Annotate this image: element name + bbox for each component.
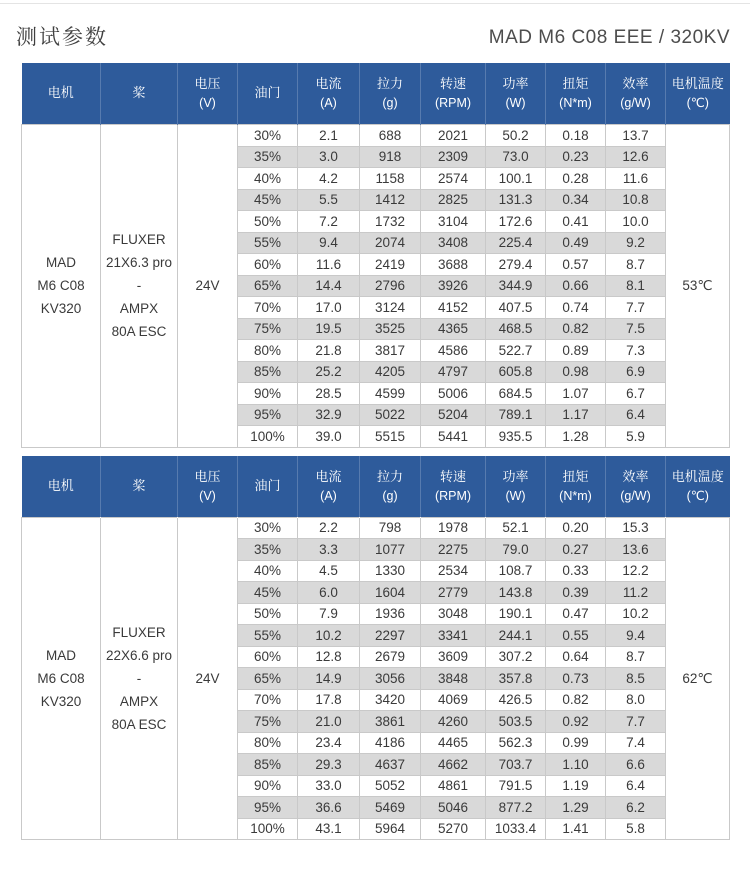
data-cell: 10.2 [606, 603, 666, 625]
data-cell: 190.1 [486, 603, 546, 625]
data-cell: 789.1 [486, 404, 546, 426]
data-cell: 8.7 [606, 254, 666, 276]
data-cell: 5.8 [606, 818, 666, 840]
column-header: 电机温度 (℃) [666, 63, 730, 125]
data-cell: 13.6 [606, 539, 666, 561]
data-cell: 8.1 [606, 275, 666, 297]
data-cell: 4586 [421, 340, 486, 362]
product-model-title: MAD M6 C08 EEE / 320KV [488, 27, 730, 49]
header-row [22, 456, 730, 518]
data-cell: 0.57 [546, 254, 606, 276]
data-cell: 4.5 [298, 560, 360, 582]
data-cell: 30% [238, 517, 298, 539]
data-cell: 0.39 [546, 582, 606, 604]
data-cell: 407.5 [486, 297, 546, 319]
data-cell: 5006 [421, 383, 486, 405]
column-header: 油门 [238, 456, 298, 518]
table-row [22, 125, 730, 147]
data-cell: 10.2 [298, 625, 360, 647]
data-cell: 0.82 [546, 318, 606, 340]
data-cell: 55% [238, 232, 298, 254]
data-cell: 6.6 [606, 754, 666, 776]
data-cell: 4465 [421, 732, 486, 754]
data-cell: 1077 [360, 539, 421, 561]
data-cell: 11.6 [606, 168, 666, 190]
data-cell: 6.2 [606, 797, 666, 819]
data-cell: 1604 [360, 582, 421, 604]
voltage-cell: 24V [178, 125, 238, 448]
data-cell: 935.5 [486, 426, 546, 448]
data-cell: 7.2 [298, 211, 360, 233]
column-header: 油门 [238, 63, 298, 125]
data-cell: 2275 [421, 539, 486, 561]
data-cell: 100.1 [486, 168, 546, 190]
data-cell: 3817 [360, 340, 421, 362]
data-cell: 40% [238, 168, 298, 190]
column-header: 电压 (V) [178, 456, 238, 518]
spec-tables-container [21, 63, 729, 840]
data-cell: 70% [238, 297, 298, 319]
data-cell: 3048 [421, 603, 486, 625]
table-row [22, 517, 730, 539]
data-cell: 7.9 [298, 603, 360, 625]
data-cell: 344.9 [486, 275, 546, 297]
data-cell: 468.5 [486, 318, 546, 340]
data-cell: 6.4 [606, 775, 666, 797]
data-cell: 85% [238, 361, 298, 383]
data-cell: 50.2 [486, 125, 546, 147]
data-cell: 17.8 [298, 689, 360, 711]
data-cell: 5515 [360, 426, 421, 448]
data-cell: 3420 [360, 689, 421, 711]
data-cell: 2.2 [298, 517, 360, 539]
data-cell: 3.0 [298, 146, 360, 168]
data-cell: 0.99 [546, 732, 606, 754]
data-cell: 703.7 [486, 754, 546, 776]
data-cell: 39.0 [298, 426, 360, 448]
header-row [22, 63, 730, 125]
column-header: 扭矩 (N*m) [546, 63, 606, 125]
data-cell: 0.33 [546, 560, 606, 582]
column-header: 转速 (RPM) [421, 63, 486, 125]
data-cell: 3056 [360, 668, 421, 690]
data-cell: 1978 [421, 517, 486, 539]
data-cell: 11.2 [606, 582, 666, 604]
data-cell: 80% [238, 340, 298, 362]
data-cell: 2309 [421, 146, 486, 168]
spec-table-1 [21, 63, 730, 448]
data-cell: 90% [238, 775, 298, 797]
data-cell: 40% [238, 560, 298, 582]
data-cell: 35% [238, 146, 298, 168]
column-header: 电流 (A) [298, 456, 360, 518]
data-cell: 14.4 [298, 275, 360, 297]
column-header: 电机 [22, 63, 101, 125]
data-cell: 79.0 [486, 539, 546, 561]
temperature-cell: 62℃ [666, 517, 730, 840]
data-cell: 6.7 [606, 383, 666, 405]
data-cell: 3848 [421, 668, 486, 690]
data-cell: 2679 [360, 646, 421, 668]
column-header: 转速 (RPM) [421, 456, 486, 518]
column-header: 功率 (W) [486, 456, 546, 518]
data-cell: 0.74 [546, 297, 606, 319]
data-cell: 7.4 [606, 732, 666, 754]
data-cell: 12.2 [606, 560, 666, 582]
data-cell: 3688 [421, 254, 486, 276]
data-cell: 12.8 [298, 646, 360, 668]
data-cell: 52.1 [486, 517, 546, 539]
data-cell: 605.8 [486, 361, 546, 383]
column-header: 功率 (W) [486, 63, 546, 125]
data-cell: 3525 [360, 318, 421, 340]
data-cell: 143.8 [486, 582, 546, 604]
data-cell: 29.3 [298, 754, 360, 776]
data-cell: 7.7 [606, 297, 666, 319]
data-cell: 0.18 [546, 125, 606, 147]
data-cell: 6.4 [606, 404, 666, 426]
column-header: 桨 [101, 63, 178, 125]
data-cell: 4260 [421, 711, 486, 733]
temperature-cell: 53℃ [666, 125, 730, 448]
data-cell: 21.0 [298, 711, 360, 733]
data-cell: 4861 [421, 775, 486, 797]
column-header: 电压 (V) [178, 63, 238, 125]
data-cell: 43.1 [298, 818, 360, 840]
data-cell: 4069 [421, 689, 486, 711]
data-cell: 4662 [421, 754, 486, 776]
data-cell: 95% [238, 797, 298, 819]
data-cell: 4365 [421, 318, 486, 340]
data-cell: 95% [238, 404, 298, 426]
data-cell: 1.19 [546, 775, 606, 797]
data-cell: 6.0 [298, 582, 360, 604]
data-cell: 3104 [421, 211, 486, 233]
data-cell: 0.82 [546, 689, 606, 711]
data-cell: 688 [360, 125, 421, 147]
data-cell: 877.2 [486, 797, 546, 819]
data-cell: 30% [238, 125, 298, 147]
data-cell: 279.4 [486, 254, 546, 276]
data-cell: 1330 [360, 560, 421, 582]
data-cell: 0.41 [546, 211, 606, 233]
data-cell: 7.7 [606, 711, 666, 733]
data-cell: 5046 [421, 797, 486, 819]
propeller-cell: FLUXER 22X6.6 pro - AMPX 80A ESC [101, 517, 178, 840]
data-cell: 21.8 [298, 340, 360, 362]
column-header: 扭矩 (N*m) [546, 456, 606, 518]
data-cell: 2297 [360, 625, 421, 647]
data-cell: 357.8 [486, 668, 546, 690]
data-cell: 1412 [360, 189, 421, 211]
data-cell: 8.7 [606, 646, 666, 668]
column-header: 效率 (g/W) [606, 63, 666, 125]
data-cell: 70% [238, 689, 298, 711]
data-cell: 131.3 [486, 189, 546, 211]
data-cell: 3341 [421, 625, 486, 647]
data-cell: 2419 [360, 254, 421, 276]
data-cell: 100% [238, 818, 298, 840]
data-cell: 17.0 [298, 297, 360, 319]
data-cell: 6.9 [606, 361, 666, 383]
data-cell: 10.8 [606, 189, 666, 211]
data-cell: 5052 [360, 775, 421, 797]
data-cell: 7.5 [606, 318, 666, 340]
data-cell: 4186 [360, 732, 421, 754]
data-cell: 503.5 [486, 711, 546, 733]
data-cell: 1732 [360, 211, 421, 233]
data-cell: 15.3 [606, 517, 666, 539]
column-header: 电机温度 (℃) [666, 456, 730, 518]
data-cell: 3861 [360, 711, 421, 733]
propeller-cell: FLUXER 21X6.3 pro - AMPX 80A ESC [101, 125, 178, 448]
data-cell: 4599 [360, 383, 421, 405]
data-cell: 791.5 [486, 775, 546, 797]
data-cell: 3124 [360, 297, 421, 319]
data-cell: 2074 [360, 232, 421, 254]
data-cell: 225.4 [486, 232, 546, 254]
data-cell: 522.7 [486, 340, 546, 362]
data-cell: 0.64 [546, 646, 606, 668]
column-header: 电机 [22, 456, 101, 518]
data-cell: 108.7 [486, 560, 546, 582]
data-cell: 28.5 [298, 383, 360, 405]
data-cell: 918 [360, 146, 421, 168]
data-cell: 5.5 [298, 189, 360, 211]
data-cell: 0.55 [546, 625, 606, 647]
data-cell: 0.27 [546, 539, 606, 561]
data-cell: 0.49 [546, 232, 606, 254]
voltage-cell: 24V [178, 517, 238, 840]
data-cell: 65% [238, 275, 298, 297]
data-cell: 5022 [360, 404, 421, 426]
data-cell: 426.5 [486, 689, 546, 711]
data-cell: 4205 [360, 361, 421, 383]
data-cell: 35% [238, 539, 298, 561]
data-cell: 73.0 [486, 146, 546, 168]
data-cell: 1.07 [546, 383, 606, 405]
data-cell: 90% [238, 383, 298, 405]
data-cell: 2574 [421, 168, 486, 190]
data-cell: 10.0 [606, 211, 666, 233]
data-cell: 562.3 [486, 732, 546, 754]
data-cell: 60% [238, 646, 298, 668]
data-cell: 11.6 [298, 254, 360, 276]
data-cell: 798 [360, 517, 421, 539]
data-cell: 55% [238, 625, 298, 647]
data-cell: 2825 [421, 189, 486, 211]
data-cell: 1033.4 [486, 818, 546, 840]
data-cell: 65% [238, 668, 298, 690]
data-cell: 4797 [421, 361, 486, 383]
column-header: 拉力 (g) [360, 456, 421, 518]
data-cell: 75% [238, 711, 298, 733]
column-header: 电流 (A) [298, 63, 360, 125]
data-cell: 19.5 [298, 318, 360, 340]
data-cell: 5.9 [606, 426, 666, 448]
data-cell: 5469 [360, 797, 421, 819]
data-cell: 3.3 [298, 539, 360, 561]
data-cell: 0.73 [546, 668, 606, 690]
column-header: 桨 [101, 456, 178, 518]
data-cell: 4152 [421, 297, 486, 319]
motor-cell: MAD M6 C08 KV320 [22, 125, 101, 448]
data-cell: 5964 [360, 818, 421, 840]
data-cell: 25.2 [298, 361, 360, 383]
data-cell: 4637 [360, 754, 421, 776]
data-cell: 1.17 [546, 404, 606, 426]
data-cell: 75% [238, 318, 298, 340]
column-header: 效率 (g/W) [606, 456, 666, 518]
data-cell: 0.34 [546, 189, 606, 211]
data-cell: 244.1 [486, 625, 546, 647]
data-cell: 100% [238, 426, 298, 448]
data-cell: 5270 [421, 818, 486, 840]
motor-cell: MAD M6 C08 KV320 [22, 517, 101, 840]
data-cell: 36.6 [298, 797, 360, 819]
data-cell: 0.89 [546, 340, 606, 362]
data-cell: 307.2 [486, 646, 546, 668]
data-cell: 23.4 [298, 732, 360, 754]
data-cell: 1.10 [546, 754, 606, 776]
data-cell: 4.2 [298, 168, 360, 190]
data-cell: 14.9 [298, 668, 360, 690]
data-cell: 5441 [421, 426, 486, 448]
spec-table-2 [21, 456, 730, 841]
data-cell: 50% [238, 603, 298, 625]
data-cell: 32.9 [298, 404, 360, 426]
data-cell: 45% [238, 189, 298, 211]
data-cell: 8.0 [606, 689, 666, 711]
data-cell: 3609 [421, 646, 486, 668]
data-cell: 33.0 [298, 775, 360, 797]
data-cell: 9.2 [606, 232, 666, 254]
data-cell: 0.66 [546, 275, 606, 297]
data-cell: 85% [238, 754, 298, 776]
data-cell: 60% [238, 254, 298, 276]
data-cell: 80% [238, 732, 298, 754]
data-cell: 9.4 [606, 625, 666, 647]
data-cell: 2796 [360, 275, 421, 297]
data-cell: 1.29 [546, 797, 606, 819]
data-cell: 0.23 [546, 146, 606, 168]
data-cell: 50% [238, 211, 298, 233]
data-cell: 0.47 [546, 603, 606, 625]
data-cell: 1936 [360, 603, 421, 625]
data-cell: 13.7 [606, 125, 666, 147]
data-cell: 8.5 [606, 668, 666, 690]
data-cell: 5204 [421, 404, 486, 426]
data-cell: 45% [238, 582, 298, 604]
data-cell: 2534 [421, 560, 486, 582]
data-cell: 0.92 [546, 711, 606, 733]
data-cell: 9.4 [298, 232, 360, 254]
page-header [0, 4, 750, 63]
data-cell: 2021 [421, 125, 486, 147]
data-cell: 2.1 [298, 125, 360, 147]
data-cell: 684.5 [486, 383, 546, 405]
data-cell: 3408 [421, 232, 486, 254]
data-cell: 1158 [360, 168, 421, 190]
data-cell: 3926 [421, 275, 486, 297]
data-cell: 2779 [421, 582, 486, 604]
data-cell: 0.28 [546, 168, 606, 190]
data-cell: 12.6 [606, 146, 666, 168]
column-header: 拉力 (g) [360, 63, 421, 125]
data-cell: 7.3 [606, 340, 666, 362]
page-title: 测试参数 [16, 26, 108, 49]
data-cell: 1.28 [546, 426, 606, 448]
data-cell: 1.41 [546, 818, 606, 840]
data-cell: 0.98 [546, 361, 606, 383]
data-cell: 172.6 [486, 211, 546, 233]
data-cell: 0.20 [546, 517, 606, 539]
